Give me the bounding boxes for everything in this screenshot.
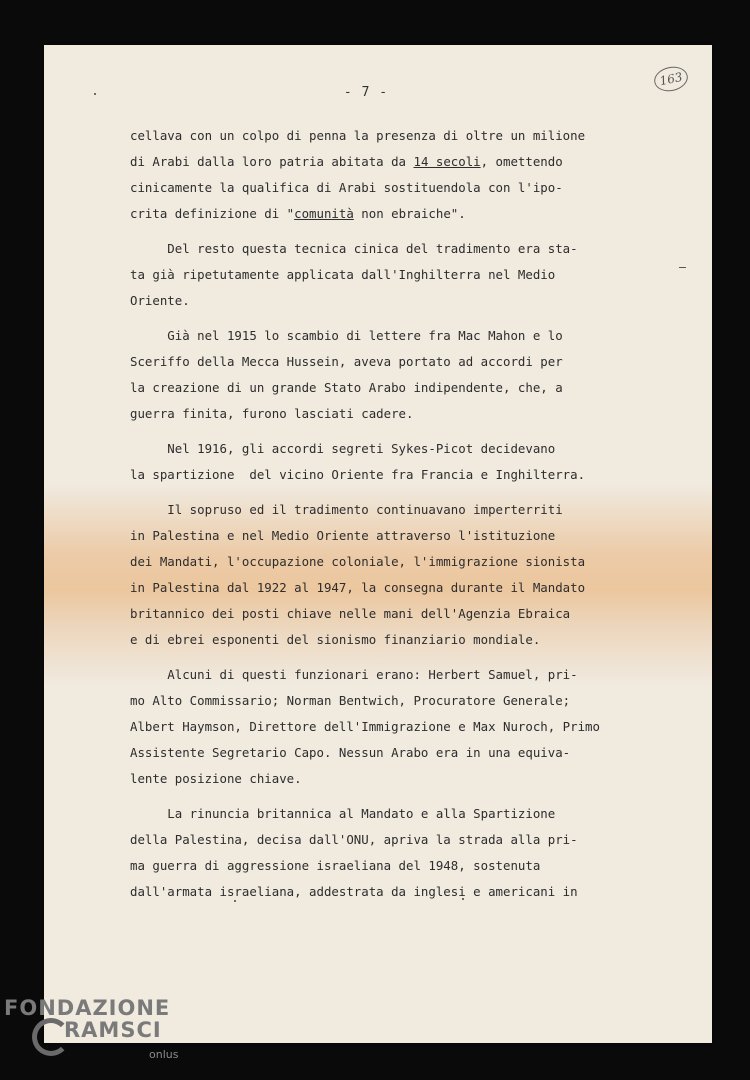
text-line: ma guerra di aggressione israeliana del 1948, sostenuta — [130, 858, 541, 873]
text-line: la creazione di un grande Stato Arabo indipendente, che, a — [130, 380, 563, 395]
fondazione-gramsci-watermark — [4, 996, 204, 1076]
text-line: Sceriffo della Mecca Hussein, aveva portato ad accordi per — [130, 354, 563, 369]
text-line: Del resto questa tecnica cinica del tradimento era sta- — [130, 241, 578, 256]
margin-mark — [679, 267, 686, 268]
text-line: dei Mandati, l'occupazione coloniale, l'immigrazione sionista — [130, 554, 586, 569]
text-line: in Palestina e nel Medio Oriente attraverso l'istituzione — [130, 528, 556, 543]
text-run: non ebraiche". — [353, 206, 466, 221]
text-line — [130, 201, 670, 227]
text-line: cellava con un colpo di penna la presenza di oltre un milione — [130, 128, 586, 143]
paragraph-gap — [130, 314, 670, 323]
document-page — [44, 45, 712, 1043]
underlined-text: 14 secoli — [413, 154, 481, 169]
typewritten-body — [130, 123, 670, 905]
text-line: ta già ripetutamente applicata dall'Inghilterra nel Medio — [130, 267, 556, 282]
text-line: mo Alto Commissario; Norman Bentwich, Procuratore Generale; — [130, 693, 571, 708]
watermark-line-3: onlus — [149, 1048, 179, 1061]
text-line: la spartizione del vicino Oriente fra Francia e Inghilterra. — [130, 467, 586, 482]
text-run: , omettendo — [480, 154, 563, 169]
text-line: in Palestina dal 1922 al 1947, la consegna durante il Mandato — [130, 580, 586, 595]
text-line: cinicamente la qualifica di Arabi sostituendola con l'ipo- — [130, 180, 563, 195]
text-line: Oriente. — [130, 293, 190, 308]
text-run: di Arabi dalla loro patria abitata da — [130, 154, 414, 169]
archive-number-stamp: 163 — [652, 64, 690, 95]
text-line: Assistente Segretario Capo. Nessun Arabo era in una equiva- — [130, 745, 571, 760]
text-line: e di ebrei esponenti del sionismo finanziario mondiale. — [130, 632, 541, 647]
underlined-text: comunità — [294, 206, 354, 221]
text-line: La rinuncia britannica al Mandato e alla Spartizione — [130, 806, 556, 821]
watermark-line-2: RAMSCI — [64, 1018, 162, 1042]
page-number: - 7 - — [343, 85, 389, 100]
paragraph-gap — [130, 227, 670, 236]
text-line: Nel 1916, gli accordi segreti Sykes-Picot decidevano — [130, 441, 556, 456]
text-line: dall'armata israeliana, addestrata da inglesi e americani in — [130, 884, 578, 899]
text-line: Già nel 1915 lo scambio di lettere fra Mac Mahon e lo — [130, 328, 563, 343]
text-run: crita definizione di " — [130, 206, 295, 221]
text-line: lente posizione chiave. — [130, 771, 302, 786]
text-line: della Palestina, decisa dall'ONU, apriva la strada alla pri- — [130, 832, 578, 847]
text-line: Albert Haymson, Direttore dell'Immigrazione e Max Nuroch, Primo — [130, 719, 600, 734]
text-line: britannico dei posti chiave nelle mani dell'Agenzia Ebraica — [130, 606, 571, 621]
watermark-line-1: FONDAZIONE — [4, 996, 171, 1020]
paragraph-gap — [130, 488, 670, 497]
paragraph-gap — [130, 427, 670, 436]
text-line — [130, 149, 670, 175]
text-line: Il sopruso ed il tradimento continuavano imperterriti — [130, 502, 563, 517]
text-line: guerra finita, furono lasciati cadere. — [130, 406, 414, 421]
text-line: Alcuni di questi funzionari erano: Herbert Samuel, pri- — [130, 667, 578, 682]
paragraph-gap — [130, 792, 670, 801]
paragraph-gap — [130, 653, 670, 662]
paper-speck — [94, 93, 96, 95]
